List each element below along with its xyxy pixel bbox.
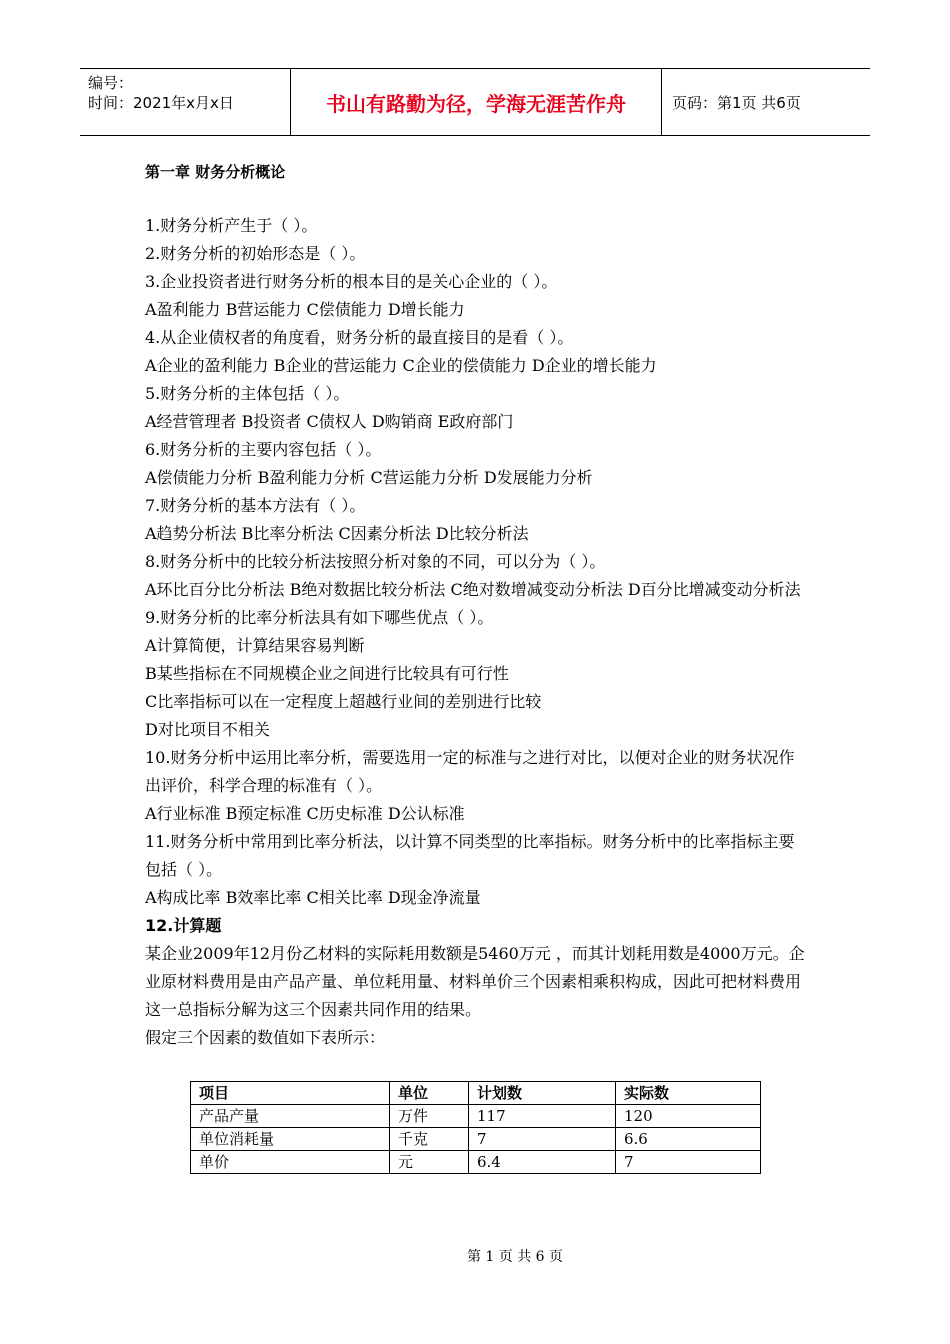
table-cell: 千克 bbox=[390, 1128, 469, 1151]
option-line: A行业标准 B预定标准 C历史标准 D公认标准 bbox=[145, 804, 465, 823]
header-meta bbox=[80, 69, 291, 136]
column-header: 单位 bbox=[390, 1082, 469, 1105]
table-row bbox=[191, 1151, 761, 1174]
question-line: 10.财务分析中运用比率分析，需要选用一定的标准与之进行对比，以便对企业的财务状况作出评价，科学合理的标准有（ ）。 bbox=[145, 748, 795, 795]
table-cell: 7 bbox=[616, 1151, 761, 1174]
column-header: 实际数 bbox=[616, 1082, 761, 1105]
header-page-info: 页码：第1页 共6页 bbox=[662, 69, 871, 136]
table-cell: 单价 bbox=[191, 1151, 390, 1174]
table-cell: 单位消耗量 bbox=[191, 1128, 390, 1151]
option-line: A经营管理者 B投资者 C债权人 D购销商 E政府部门 bbox=[145, 412, 514, 431]
table-row bbox=[191, 1128, 761, 1151]
option-line: A构成比率 B效率比率 C相关比率 D现金净流量 bbox=[145, 888, 481, 907]
option-line: B某些指标在不同规模企业之间进行比较具有可行性 bbox=[145, 664, 509, 683]
document-body bbox=[145, 158, 810, 1052]
question-line: 1.财务分析产生于（ ）。 bbox=[145, 216, 318, 235]
calculation-title: 12.计算题 bbox=[145, 916, 222, 935]
table-intro: 假定三个因素的数值如下表所示： bbox=[145, 1028, 386, 1047]
table-cell: 117 bbox=[469, 1105, 616, 1128]
document-date: 时间：2021年x月x日 bbox=[88, 94, 234, 112]
question-line: 9.财务分析的比率分析法具有如下哪些优点（ ）。 bbox=[145, 608, 494, 627]
table-cell: 产品产量 bbox=[191, 1105, 390, 1128]
option-line: A盈利能力 B营运能力 C偿债能力 D增长能力 bbox=[145, 300, 465, 319]
chapter-title: 第一章 财务分析概论 bbox=[145, 163, 286, 181]
question-line: 11.财务分析中常用到比率分析法，以计算不同类型的比率指标。财务分析中的比率指标主要包括（ ）。 bbox=[145, 832, 795, 879]
header-motto: 书山有路勤为径，学海无涯苦作舟 bbox=[291, 69, 662, 136]
table-row bbox=[191, 1105, 761, 1128]
question-line: 3.企业投资者进行财务分析的根本目的是关心企业的（ ）。 bbox=[145, 272, 558, 291]
table-cell: 元 bbox=[390, 1151, 469, 1174]
question-line: 5.财务分析的主体包括（ ）。 bbox=[145, 384, 350, 403]
page-header bbox=[80, 68, 870, 136]
question-line: 7.财务分析的基本方法有（ ）。 bbox=[145, 496, 366, 515]
table-header-row bbox=[191, 1082, 761, 1105]
question-line: 6.财务分析的主要内容包括（ ）。 bbox=[145, 440, 382, 459]
document-number-label: 编号： bbox=[88, 74, 134, 92]
table-cell: 6.6 bbox=[616, 1128, 761, 1151]
option-line: A企业的盈利能力 B企业的营运能力 C企业的偿债能力 D企业的增长能力 bbox=[145, 356, 657, 375]
question-line: 2.财务分析的初始形态是（ ）。 bbox=[145, 244, 366, 263]
table-cell: 120 bbox=[616, 1105, 761, 1128]
option-line: A计算简便，计算结果容易判断 bbox=[145, 636, 365, 655]
factor-table bbox=[190, 1081, 761, 1174]
option-line: A偿债能力分析 B盈利能力分析 C营运能力分析 D发展能力分析 bbox=[145, 468, 593, 487]
table-cell: 6.4 bbox=[469, 1151, 616, 1174]
table-cell: 7 bbox=[469, 1128, 616, 1151]
option-line: C比率指标可以在一定程度上超越行业间的差别进行比较 bbox=[145, 692, 542, 711]
column-header: 计划数 bbox=[469, 1082, 616, 1105]
table-cell: 万件 bbox=[390, 1105, 469, 1128]
option-line: A环比百分比分析法 B绝对数据比较分析法 C绝对数增减变动分析法 D百分比增减变动分析法 bbox=[145, 580, 801, 599]
option-line: D对比项目不相关 bbox=[145, 720, 270, 739]
question-line: 4.从企业债权者的角度看，财务分析的最直接目的是看（ ）。 bbox=[145, 328, 574, 347]
column-header: 项目 bbox=[191, 1082, 390, 1105]
question-line: 8.财务分析中的比较分析法按照分析对象的不同，可以分为（ ）。 bbox=[145, 552, 606, 571]
page-footer: 第 1 页 共 6 页 bbox=[466, 1249, 564, 1265]
option-line: A趋势分析法 B比率分析法 C因素分析法 D比较分析法 bbox=[145, 524, 529, 543]
calculation-text: 某企业2009年12月份乙材料的实际耗用数额是5460万元 ，而其计划耗用数是4000万元。企业原材料费用是由产品产量、单位耗用量、材料单价三个因素相乘积构成，因此可把材料费用这一总指标分解为这三个因素共同作用的结果。 bbox=[145, 944, 805, 1019]
